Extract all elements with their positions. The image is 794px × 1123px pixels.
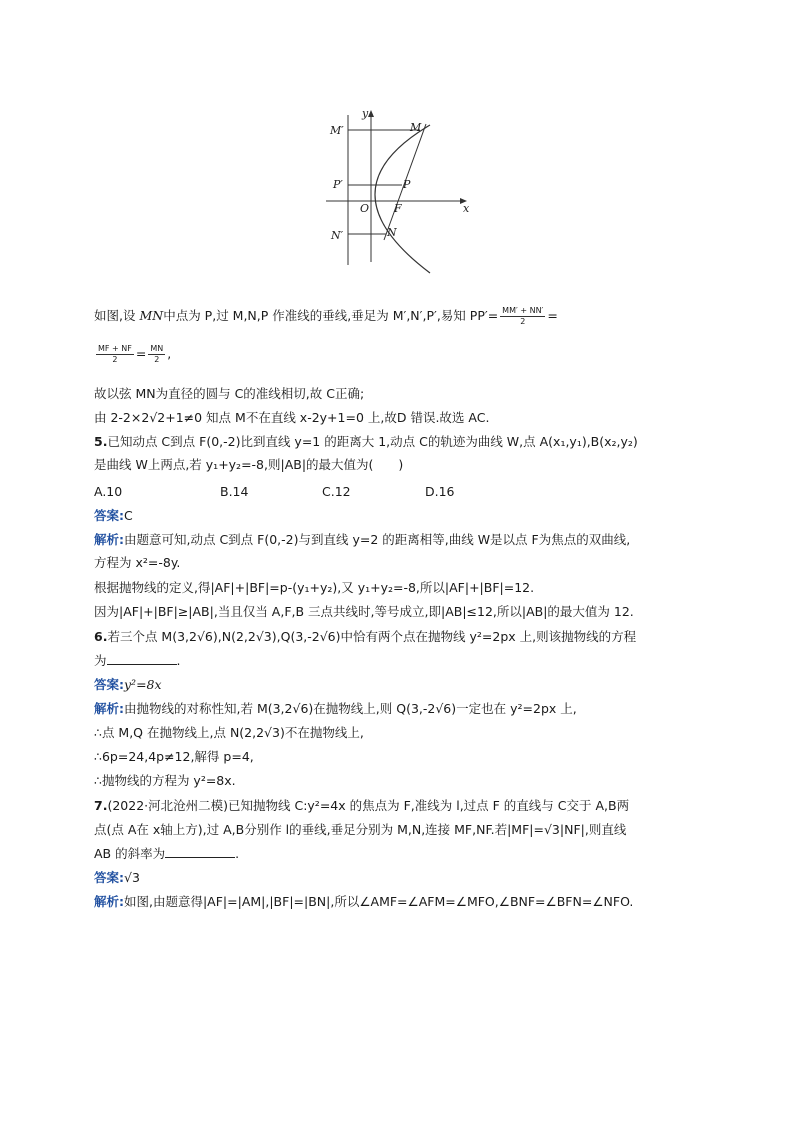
frac3-num: MN bbox=[150, 344, 164, 353]
frac2-den: 2 bbox=[112, 355, 118, 364]
q5-option-b[interactable]: B.14 bbox=[220, 484, 249, 499]
q6-analysis-3: ∴6p=24,4p≠12,解得 p=4, bbox=[94, 749, 254, 764]
y-axis-arrow bbox=[368, 110, 374, 117]
prev-text-b: 中点为 P,过 M,N,P 作准线的垂线,垂足为 M′,N′,P′,易知 PP′= bbox=[163, 308, 499, 323]
q7-text-3: AB 的斜率为 bbox=[94, 846, 166, 861]
q6-answer-label: 答案: bbox=[94, 677, 124, 692]
q5-answer-label: 答案: bbox=[94, 508, 124, 523]
q7-answer-value: √3 bbox=[124, 870, 140, 885]
frac-mf-nf bbox=[96, 344, 134, 365]
frac1-num: MM′ + NN′ bbox=[502, 306, 544, 315]
q5-answer bbox=[94, 507, 133, 525]
prev-text-a: 如图,设 bbox=[94, 308, 140, 323]
label-x: x bbox=[463, 202, 470, 215]
q5-option-a[interactable]: A.10 bbox=[94, 484, 123, 499]
label-n-prime: N′ bbox=[331, 229, 344, 242]
q7-analysis-label: 解析: bbox=[94, 894, 124, 909]
q6-answer-blank[interactable] bbox=[107, 652, 177, 665]
q7-answer bbox=[94, 869, 140, 887]
q6-analysis-text-1: 由抛物线的对称性知,若 M(3,2√6)在抛物线上,则 Q(3,-2√6)一定也在 y²=2px 上, bbox=[124, 701, 577, 716]
q6-analysis-2: ∴点 M,Q 在抛物线上,点 N(2,2√3)不在抛物线上, bbox=[94, 725, 364, 740]
q7-analysis-1 bbox=[94, 893, 633, 911]
eq-sign-1: = bbox=[547, 308, 558, 323]
q5-option-c[interactable]: C.12 bbox=[322, 484, 351, 499]
prev-line-4: 由 2-2×2√2+1≠0 知点 M不在直线 x-2y+1=0 上,故D 错误.故选 AC. bbox=[94, 410, 490, 425]
frac3-den: 2 bbox=[154, 355, 160, 364]
q6-stem-2 bbox=[94, 652, 181, 670]
q7-text-1: (2022·河北沧州二模)已知抛物线 C:y²=4x 的焦点为 F,准线为 l,过点 F 的直线与 C交于 A,B两 bbox=[107, 798, 630, 813]
label-m: M bbox=[410, 121, 422, 134]
q5-number: 5. bbox=[94, 434, 108, 449]
parabola-figure bbox=[0, 0, 794, 290]
label-p: P bbox=[403, 178, 411, 191]
q5-analysis-1 bbox=[94, 531, 630, 549]
q7-answer-blank[interactable] bbox=[165, 845, 235, 858]
q6-stem-1 bbox=[94, 628, 636, 646]
q5-text-1: 已知动点 C到点 F(0,-2)比到直线 y=1 的距离大 1,动点 C的轨迹为曲线 W,点 A(x₁,y₁),B(x₂,y₂) bbox=[107, 434, 638, 449]
label-m-prime: M′ bbox=[330, 124, 344, 137]
q7-answer-label: 答案: bbox=[94, 870, 124, 885]
q5-option-d[interactable]: D.16 bbox=[425, 484, 455, 499]
q5-analysis-3: 根据抛物线的定义,得|AF|+|BF|=p-(y₁+y₂),又 y₁+y₂=-8,所以|AF|+|BF|=12. bbox=[94, 580, 535, 595]
q6-number: 6. bbox=[94, 629, 108, 644]
q7-number: 7. bbox=[94, 798, 108, 813]
q6-analysis-1 bbox=[94, 700, 577, 718]
q6-answer-value: y²=8x bbox=[124, 677, 162, 692]
label-y: y bbox=[362, 107, 369, 120]
prev-line-1 bbox=[94, 306, 558, 327]
label-f: F bbox=[394, 202, 402, 215]
prev-comma: , bbox=[167, 346, 172, 361]
prev-line-2 bbox=[94, 344, 171, 365]
q7-period: . bbox=[235, 846, 240, 861]
q6-period: . bbox=[176, 653, 181, 668]
frac2-num: MF + NF bbox=[98, 344, 132, 353]
frac1-den: 2 bbox=[520, 317, 526, 326]
q6-text-2: 为 bbox=[94, 653, 107, 668]
q6-analysis-label: 解析: bbox=[94, 701, 124, 716]
q5-stem-1 bbox=[94, 433, 638, 451]
q5-analysis-2: 方程为 x²=-8y. bbox=[94, 555, 181, 570]
prev-line-3: 故以弦 MN为直径的圆与 C的准线相切,故 C正确; bbox=[94, 386, 365, 401]
q6-answer bbox=[94, 676, 162, 694]
eq-sign-2: = bbox=[135, 346, 147, 361]
label-p-prime: P′ bbox=[333, 178, 343, 191]
q6-analysis-4: ∴抛物线的方程为 y²=8x. bbox=[94, 773, 236, 788]
frac-mm-nn bbox=[500, 306, 545, 327]
q5-analysis-4: 因为|AF|+|BF|≥|AB|,当且仅当 A,F,B 三点共线时,等号成立,即|AB|≤12,所以|AB|的最大值为 12. bbox=[94, 604, 634, 619]
parabola-curve bbox=[375, 125, 430, 273]
label-o: O bbox=[360, 202, 370, 215]
q5-answer-value: C bbox=[124, 508, 133, 523]
q6-text-1: 若三个点 M(3,2√6),N(2,2√3),Q(3,-2√6)中恰有两个点在抛物线 y²=2px 上,则该抛物线的方程 bbox=[107, 629, 637, 644]
frac-mn bbox=[148, 344, 165, 365]
prev-mn: MN bbox=[139, 308, 164, 323]
q7-stem-1 bbox=[94, 797, 629, 815]
q7-stem-2: 点(点 A在 x轴上方),过 A,B分别作 l的垂线,垂足分别为 M,N,连接 MF,NF.若|MF|=√3|NF|,则直线 bbox=[94, 822, 627, 837]
q5-analysis-label: 解析: bbox=[94, 532, 124, 547]
q7-stem-3 bbox=[94, 845, 239, 863]
label-n: N bbox=[387, 226, 397, 239]
q5-stem-2: 是曲线 W上两点,若 y₁+y₂=-8,则|AB|的最大值为( ) bbox=[94, 457, 404, 472]
q7-analysis-text-1: 如图,由题意得|AF|=|AM|,|BF|=|BN|,所以∠AMF=∠AFM=∠MFO,∠BNF=∠BFN=∠NFO. bbox=[124, 894, 634, 909]
q5-analysis-text-1: 由题意可知,动点 C到点 F(0,-2)与到直线 y=2 的距离相等,曲线 W是以点 F为焦点的双曲线, bbox=[124, 532, 631, 547]
